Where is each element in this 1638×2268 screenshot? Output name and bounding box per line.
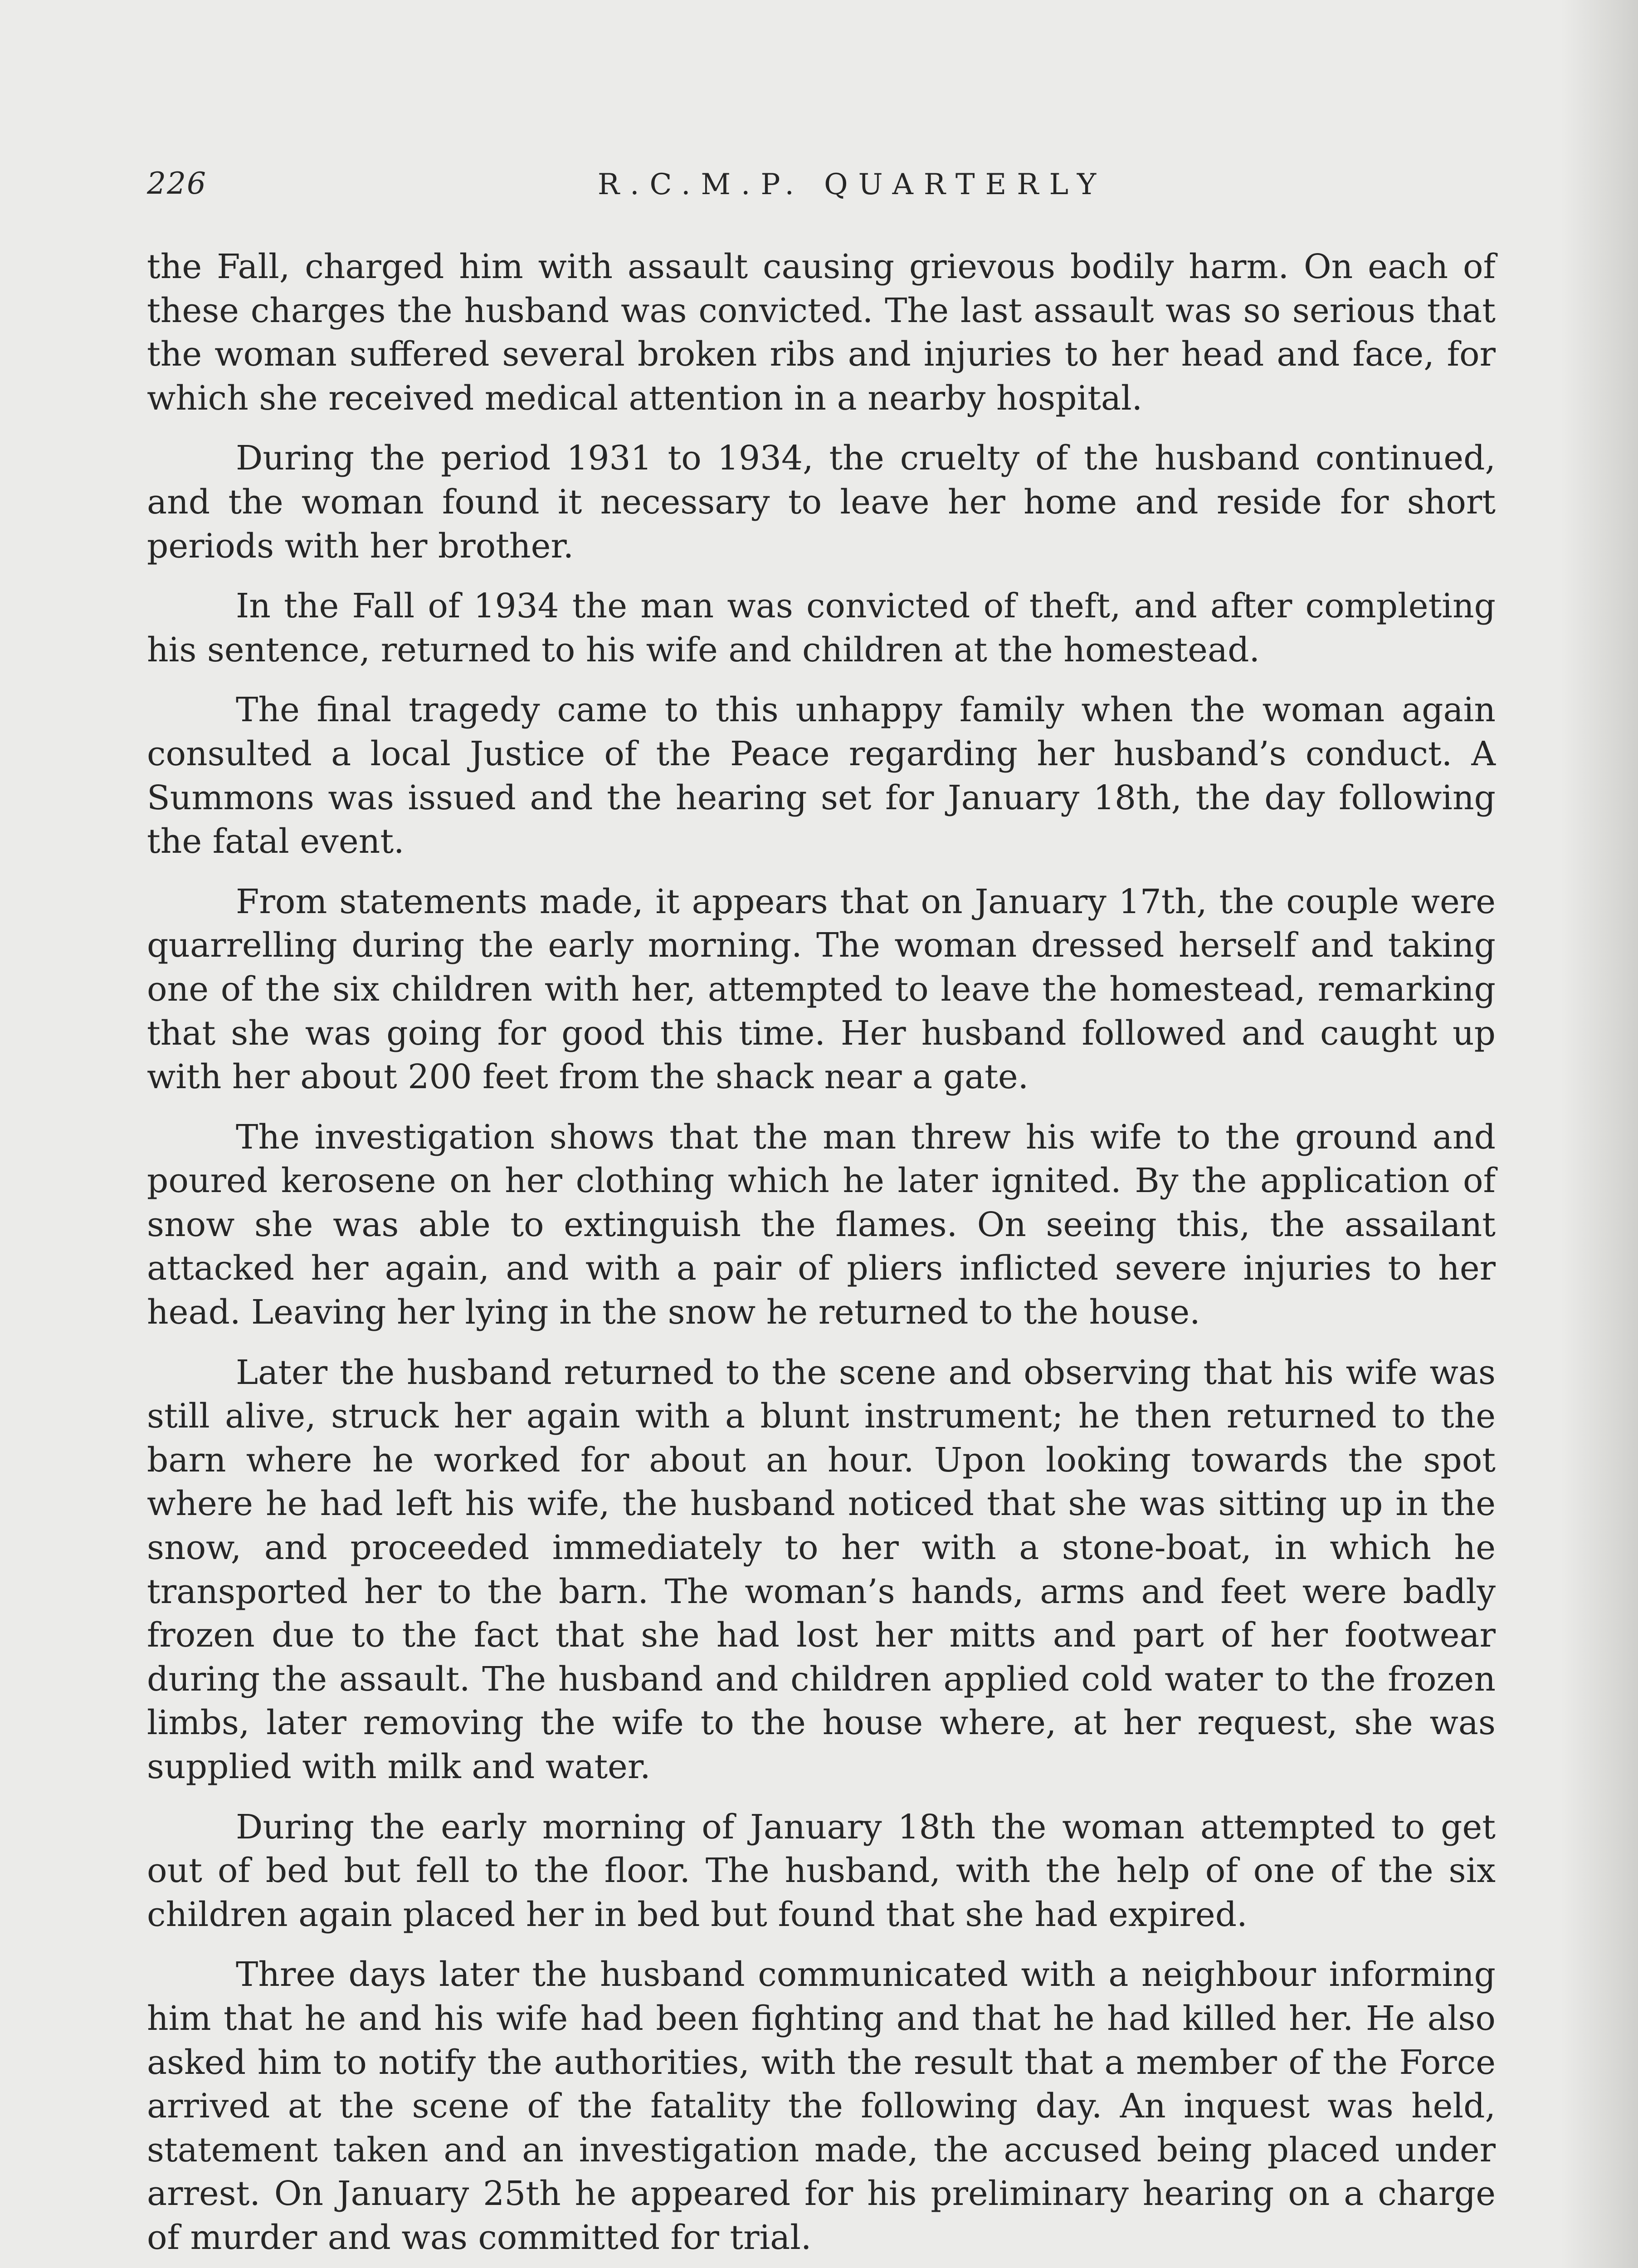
page-number: 226	[147, 166, 207, 201]
paragraph: the Fall, charged him with assault causing grievous bodily harm. On each of these charges the husband was convicted. The last assault was so serious that the woman suffered several broken ribs and injuries to her head and face, for which she received medical attention in a nearby hospital.	[147, 247, 1496, 418]
page-edge-shadow	[1561, 0, 1638, 2268]
running-title: R.C.M.P. QUARTERLY	[597, 168, 1107, 201]
paragraph: During the early morning of January 18th the woman attempted to get out of bed but fell to the floor. The husband, with the help of one of the six children again placed her in bed but found that she had expired.	[147, 1807, 1496, 1934]
article-body	[147, 245, 1496, 2268]
paragraph: The investigation shows that the man threw his wife to the ground and poured kerosene on her clothing which he later ignited. By the application of snow she was able to extinguish the flames. On seeing this, the assailant attacked her again, and with a pair of pliers inflicted severe injuries to her head. Leaving her lying in the snow he returned to the house.	[147, 1117, 1496, 1332]
paragraph: During the period 1931 to 1934, the cruelty of the husband continued, and the woman found it necessary to leave her home and reside for short periods with her brother.	[147, 439, 1496, 566]
paragraph: From statements made, it appears that on January 17th, the couple were quarrelling during the early morning. The woman dressed herself and taking one of the six children with her, attempted to leave the homestead, remarking that she was going for good this time. Her husband followed and caught up with her about 200 feet from the shack near a gate.	[147, 882, 1496, 1097]
paragraph: Later the husband returned to the scene and observing that his wife was still alive, struck her again with a blunt instrument; he then returned to the barn where he worked for about an hour. Upon looking towards the spot where he had left his wife, the husband noticed that she was sitting up in the snow, and proceeded immediately to her with a stone-boat, in which he transported her to the barn. The woman’s hands, arms and feet were badly frozen due to the fact that she had lost her mitts and part of her footwear during the assault. The husband and children applied cold water to the frozen limbs, later removing the wife to the house where, at her request, she was supplied with milk and water.	[147, 1353, 1496, 1786]
paragraph: Three days later the husband communicated with a neighbour informing him that he and his wife had been fighting and that he had killed her. He also asked him to notify the authorities, with the result that a member of the Force arrived at the scene of the fatality the following day. An inquest was held, statement taken and an investigation made, the accused being placed under arrest. On January 25th he appeared for his preliminary hearing on a charge of murder and was committed for trial.	[147, 1955, 1496, 2257]
paragraph: The final tragedy came to this unhappy family when the woman again consulted a local Justice of the Peace regarding her husband’s conduct. A Summons was issued and the hearing set for January 18th, the day following the fatal event.	[147, 690, 1496, 861]
page-header	[147, 159, 1498, 209]
paragraph: In the Fall of 1934 the man was convicted of theft, and after completing his sentence, returned to his wife and children at the homestead.	[147, 587, 1496, 670]
